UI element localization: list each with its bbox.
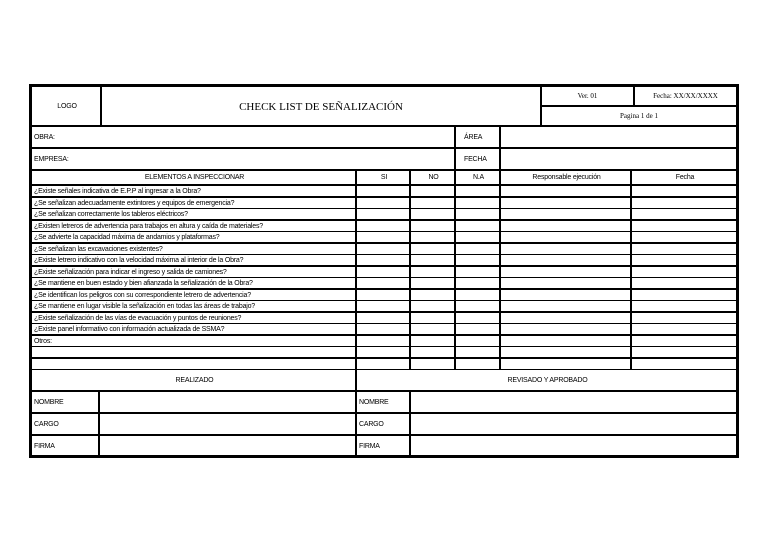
responsable-cell[interactable] bbox=[500, 358, 631, 370]
item-text: ¿Se señalizan correctamente los tableros eléctricos? bbox=[31, 208, 356, 220]
na-cell[interactable] bbox=[455, 323, 500, 335]
responsable-cell[interactable] bbox=[500, 346, 631, 358]
no-cell[interactable] bbox=[410, 346, 455, 358]
si-cell[interactable] bbox=[356, 346, 410, 358]
item-text: Otros: bbox=[31, 335, 356, 347]
item-text bbox=[31, 346, 356, 358]
no-cell[interactable] bbox=[410, 335, 455, 347]
col-elements: ELEMENTOS A INSPECCIONAR bbox=[31, 170, 356, 185]
si-cell[interactable] bbox=[356, 289, 410, 301]
col-no: NO bbox=[410, 170, 455, 185]
firma-field-left[interactable] bbox=[99, 435, 356, 456]
fecha-cell[interactable] bbox=[631, 277, 737, 289]
na-cell[interactable] bbox=[455, 312, 500, 324]
obra-label: OBRA: bbox=[31, 126, 455, 148]
fecha-cell[interactable] bbox=[631, 208, 737, 220]
fecha-cell[interactable] bbox=[631, 197, 737, 209]
item-text: ¿Existe señales indicativa de E.P.P al ingresar a la Obra? bbox=[31, 185, 356, 197]
no-cell[interactable] bbox=[410, 208, 455, 220]
responsable-cell[interactable] bbox=[500, 208, 631, 220]
na-cell[interactable] bbox=[455, 208, 500, 220]
responsable-cell[interactable] bbox=[500, 323, 631, 335]
revisado-header: REVISADO Y APROBADO bbox=[356, 369, 737, 391]
fecha-label: FECHA bbox=[455, 148, 500, 170]
no-cell[interactable] bbox=[410, 254, 455, 266]
area-field[interactable] bbox=[500, 126, 737, 148]
na-cell[interactable] bbox=[455, 335, 500, 347]
fecha-cell[interactable] bbox=[631, 185, 737, 197]
item-text: ¿Existe panel informativo con información actualizada de SSMA? bbox=[31, 323, 356, 335]
si-cell[interactable] bbox=[356, 323, 410, 335]
area-label: ÁREA bbox=[455, 126, 500, 148]
si-cell[interactable] bbox=[356, 185, 410, 197]
item-text: ¿Se señalizan adecuadamente extintores y equipos de emergencia? bbox=[31, 197, 356, 209]
cargo-label-left: CARGO bbox=[31, 413, 99, 435]
no-cell[interactable] bbox=[410, 289, 455, 301]
responsable-cell[interactable] bbox=[500, 243, 631, 255]
si-cell[interactable] bbox=[356, 312, 410, 324]
no-cell[interactable] bbox=[410, 243, 455, 255]
fecha-cell[interactable] bbox=[631, 231, 737, 243]
item-text: ¿Se señalizan las excavaciones existentes? bbox=[31, 243, 356, 255]
cargo-label-right: CARGO bbox=[356, 413, 410, 435]
responsable-cell[interactable] bbox=[500, 277, 631, 289]
fecha-cell[interactable] bbox=[631, 312, 737, 324]
fecha-field[interactable] bbox=[500, 148, 737, 170]
fecha-cell[interactable] bbox=[631, 300, 737, 312]
col-na: N.A bbox=[455, 170, 500, 185]
na-cell[interactable] bbox=[455, 289, 500, 301]
item-text: ¿Se advierte la capacidad máxima de andamios y plataformas? bbox=[31, 231, 356, 243]
na-cell[interactable] bbox=[455, 358, 500, 370]
item-text: ¿Existen letreros de advertencia para trabajos en altura y caída de materiales? bbox=[31, 220, 356, 232]
na-cell[interactable] bbox=[455, 254, 500, 266]
na-cell[interactable] bbox=[455, 197, 500, 209]
si-cell[interactable] bbox=[356, 254, 410, 266]
fecha-cell[interactable] bbox=[631, 358, 737, 370]
no-cell[interactable] bbox=[410, 185, 455, 197]
nombre-field-right[interactable] bbox=[410, 391, 737, 413]
item-text: ¿Se mantiene en buen estado y bien afianzada la señalización de la Obra? bbox=[31, 277, 356, 289]
nombre-label-left: NOMBRE bbox=[31, 391, 99, 413]
fecha-cell[interactable] bbox=[631, 254, 737, 266]
no-cell[interactable] bbox=[410, 300, 455, 312]
no-cell[interactable] bbox=[410, 231, 455, 243]
responsable-cell[interactable] bbox=[500, 335, 631, 347]
checklist-form bbox=[29, 84, 739, 458]
si-cell[interactable] bbox=[356, 231, 410, 243]
na-cell[interactable] bbox=[455, 231, 500, 243]
logo-cell: LOGO bbox=[31, 86, 101, 126]
nombre-field-left[interactable] bbox=[99, 391, 356, 413]
na-cell[interactable] bbox=[455, 277, 500, 289]
si-cell[interactable] bbox=[356, 277, 410, 289]
fecha-cell[interactable] bbox=[631, 243, 737, 255]
date-label: Fecha: XX/XX/XXXX bbox=[634, 86, 737, 106]
na-cell[interactable] bbox=[455, 243, 500, 255]
si-cell[interactable] bbox=[356, 300, 410, 312]
na-cell[interactable] bbox=[455, 300, 500, 312]
item-text: ¿Existe señalización para indicar el ingreso y salida de camiones? bbox=[31, 266, 356, 278]
si-cell[interactable] bbox=[356, 266, 410, 278]
responsable-cell[interactable] bbox=[500, 197, 631, 209]
realizado-header: REALIZADO bbox=[31, 369, 356, 391]
na-cell[interactable] bbox=[455, 346, 500, 358]
no-cell[interactable] bbox=[410, 220, 455, 232]
firma-label-left: FIRMA bbox=[31, 435, 99, 456]
version-label: Ver. 01 bbox=[541, 86, 634, 106]
firma-label-right: FIRMA bbox=[356, 435, 410, 456]
fecha-cell[interactable] bbox=[631, 266, 737, 278]
no-cell[interactable] bbox=[410, 358, 455, 370]
si-cell[interactable] bbox=[356, 208, 410, 220]
na-cell[interactable] bbox=[455, 266, 500, 278]
no-cell[interactable] bbox=[410, 312, 455, 324]
responsable-cell[interactable] bbox=[500, 254, 631, 266]
item-text: ¿Existe señalización de las vías de evacuación y puntos de reuniones? bbox=[31, 312, 356, 324]
responsable-cell[interactable] bbox=[500, 220, 631, 232]
responsable-cell[interactable] bbox=[500, 231, 631, 243]
fecha-cell[interactable] bbox=[631, 289, 737, 301]
si-cell[interactable] bbox=[356, 358, 410, 370]
fecha-cell[interactable] bbox=[631, 346, 737, 358]
cargo-field-right[interactable] bbox=[410, 413, 737, 435]
firma-field-right[interactable] bbox=[410, 435, 737, 456]
no-cell[interactable] bbox=[410, 197, 455, 209]
fecha-cell[interactable] bbox=[631, 335, 737, 347]
responsable-cell[interactable] bbox=[500, 300, 631, 312]
page-number: Pagina 1 de 1 bbox=[541, 106, 737, 126]
na-cell[interactable] bbox=[455, 185, 500, 197]
item-text: ¿Se mantiene en lugar visible la señalización en todas las áreas de trabajo? bbox=[31, 300, 356, 312]
cargo-field-left[interactable] bbox=[99, 413, 356, 435]
si-cell[interactable] bbox=[356, 220, 410, 232]
si-cell[interactable] bbox=[356, 197, 410, 209]
responsable-cell[interactable] bbox=[500, 266, 631, 278]
col-fecha: Fecha bbox=[631, 170, 737, 185]
no-cell[interactable] bbox=[410, 277, 455, 289]
form-title: CHECK LIST DE SEÑALIZACIÓN bbox=[101, 86, 541, 126]
fecha-cell[interactable] bbox=[631, 220, 737, 232]
responsable-cell[interactable] bbox=[500, 185, 631, 197]
na-cell[interactable] bbox=[455, 220, 500, 232]
col-si: SI bbox=[356, 170, 410, 185]
responsable-cell[interactable] bbox=[500, 289, 631, 301]
empresa-label: EMPRESA: bbox=[31, 148, 455, 170]
item-text: ¿Existe letrero indicativo con la velocidad máxima al interior de la Obra? bbox=[31, 254, 356, 266]
si-cell[interactable] bbox=[356, 243, 410, 255]
nombre-label-right: NOMBRE bbox=[356, 391, 410, 413]
item-text: ¿Se identifican los peligros con su correspondiente letrero de advertencia? bbox=[31, 289, 356, 301]
no-cell[interactable] bbox=[410, 266, 455, 278]
si-cell[interactable] bbox=[356, 335, 410, 347]
fecha-cell[interactable] bbox=[631, 323, 737, 335]
no-cell[interactable] bbox=[410, 323, 455, 335]
item-text bbox=[31, 358, 356, 370]
col-responsable: Responsable ejecución bbox=[500, 170, 631, 185]
responsable-cell[interactable] bbox=[500, 312, 631, 324]
